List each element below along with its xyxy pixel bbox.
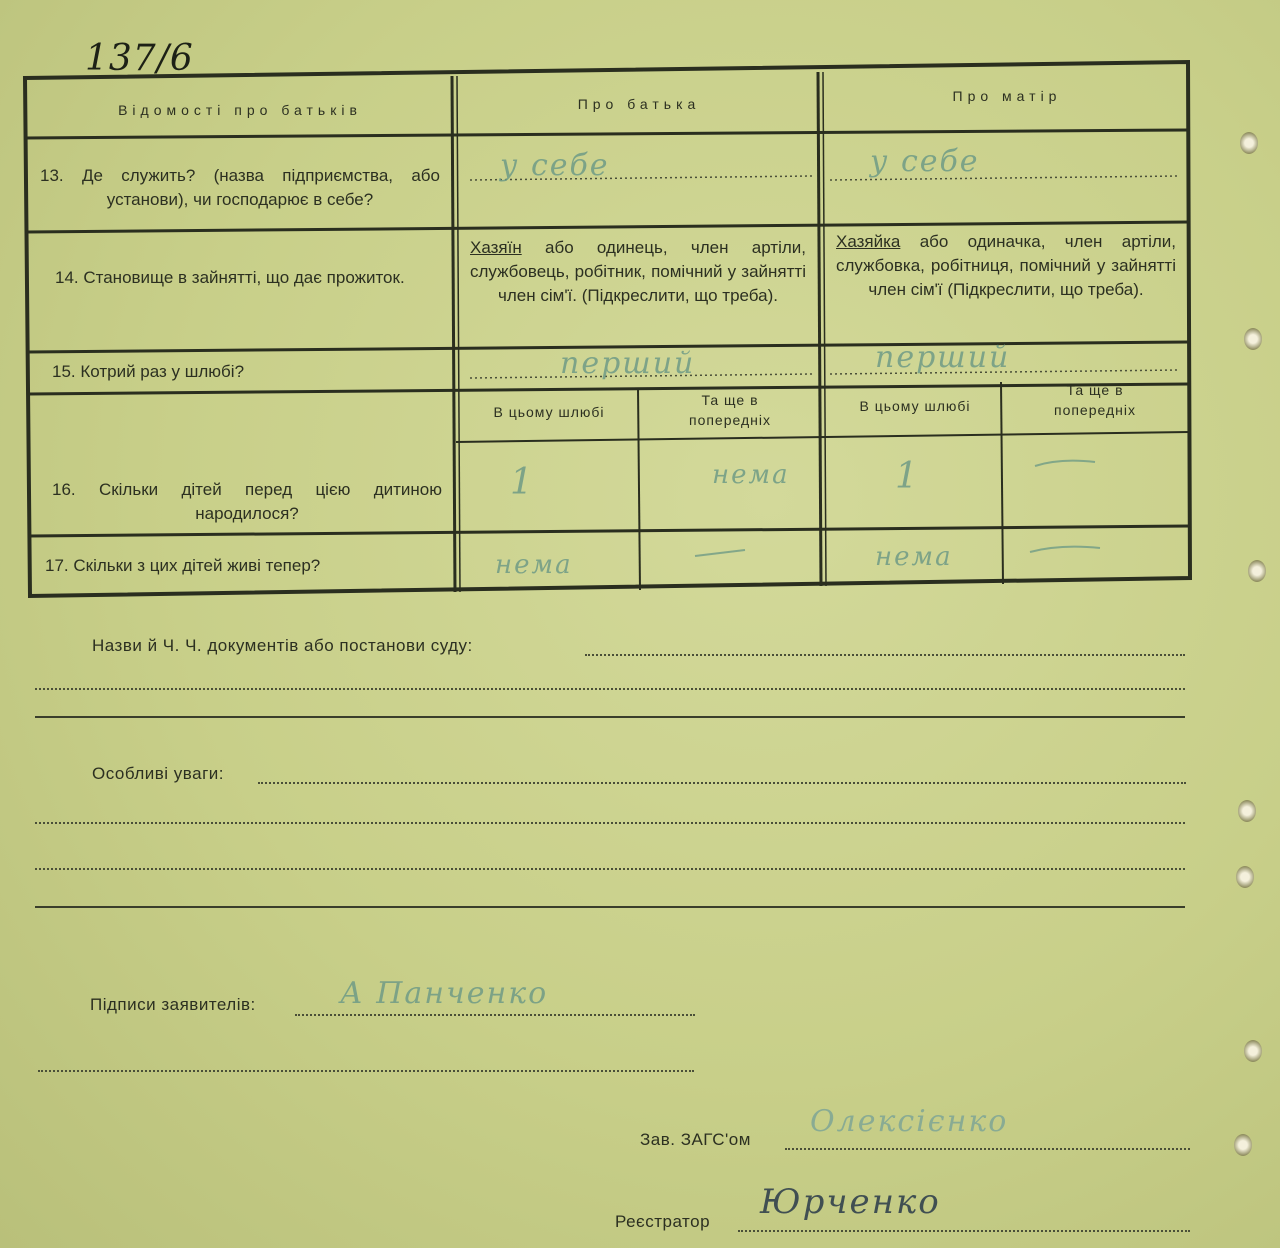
applicants-signature-label: Підписи заявителів: xyxy=(90,995,256,1014)
header-mother: Про матір xyxy=(952,88,1062,104)
remarks-line-3 xyxy=(35,868,1185,870)
row16-father-previous-header: Та ще в попередніх xyxy=(688,392,771,428)
registrar-label: Реєстратор xyxy=(615,1212,711,1231)
remarks-line-2 xyxy=(35,822,1185,824)
row14-mother-options xyxy=(836,230,1176,302)
row16-father-this-marriage-header: В цьому шлюбі xyxy=(493,404,605,420)
head-zags-line xyxy=(785,1148,1190,1150)
row17-mother-this-value: нема xyxy=(875,542,953,572)
head-zags-label: Зав. ЗАГС'ом xyxy=(640,1130,751,1149)
row14-father-underlined: Хазяїн xyxy=(470,238,522,257)
documents-line-1 xyxy=(585,654,1185,656)
row15-mother-value: перший xyxy=(875,340,1011,375)
remarks-line-1 xyxy=(258,782,1186,784)
header-parents-info: Відомості про батьків xyxy=(118,102,362,118)
applicants-signature: А Панченко xyxy=(340,976,549,1011)
row14-father-text: або одинець, член артіли, службовець, робітник, помічний у зайнятті член сім'ї. (Підкреслити, що треба). xyxy=(470,238,806,305)
row14-mother-text: або одиначка, член артіли, службовка, робітниця, помічний у зайнятті член сім'ї (Підкреслити, що треба). xyxy=(836,232,1176,299)
remarks-rule xyxy=(35,906,1185,908)
applicants-line-2 xyxy=(38,1070,694,1072)
row14-label: 14. Становище в зайнятті, що дає прожиток. xyxy=(55,268,405,287)
row16-father-previous-value: нема xyxy=(712,460,790,490)
page-number: 137/6 xyxy=(85,38,194,79)
row16-mother-this-value: 1 xyxy=(895,456,920,497)
remarks-label: Особливі уваги: xyxy=(92,764,225,783)
row13-label: 13. Де служить? (назва підприємства, або установи), чи господарює в себе? xyxy=(40,166,440,209)
applicants-line-1 xyxy=(295,1014,695,1016)
row13-mother-value: у себе xyxy=(870,144,980,179)
row13-father-value: у себе xyxy=(500,148,610,183)
row16-father-this-value: 1 xyxy=(510,462,535,503)
row15-label: 15. Котрий раз у шлюбі? xyxy=(52,362,245,381)
documents-line-2 xyxy=(35,688,1185,690)
row15-father-value: перший xyxy=(560,346,696,381)
row14-mother-underlined: Хазяйка xyxy=(836,232,901,251)
row16-mother-this-marriage-header: В цьому шлюбі xyxy=(859,398,971,414)
head-zags-signature: Олексієнко xyxy=(810,1104,1009,1139)
row14-father-options xyxy=(470,236,806,308)
registrar-signature: Юрченко xyxy=(760,1182,941,1222)
row16-mother-previous-header: Та ще в попередніх xyxy=(1053,382,1136,418)
documents-label: Назви й Ч. Ч. документів або постанови суду: xyxy=(92,636,473,655)
header-father: Про батька xyxy=(577,96,701,112)
documents-rule xyxy=(35,716,1185,718)
row17-father-this-value: нема xyxy=(495,550,573,580)
row16-label: 16. Скільки дітей перед цією дитиною народилося? xyxy=(52,480,442,523)
row17-label: 17. Скільки з цих дітей живі тепер? xyxy=(45,556,321,575)
registrar-line xyxy=(738,1230,1190,1232)
